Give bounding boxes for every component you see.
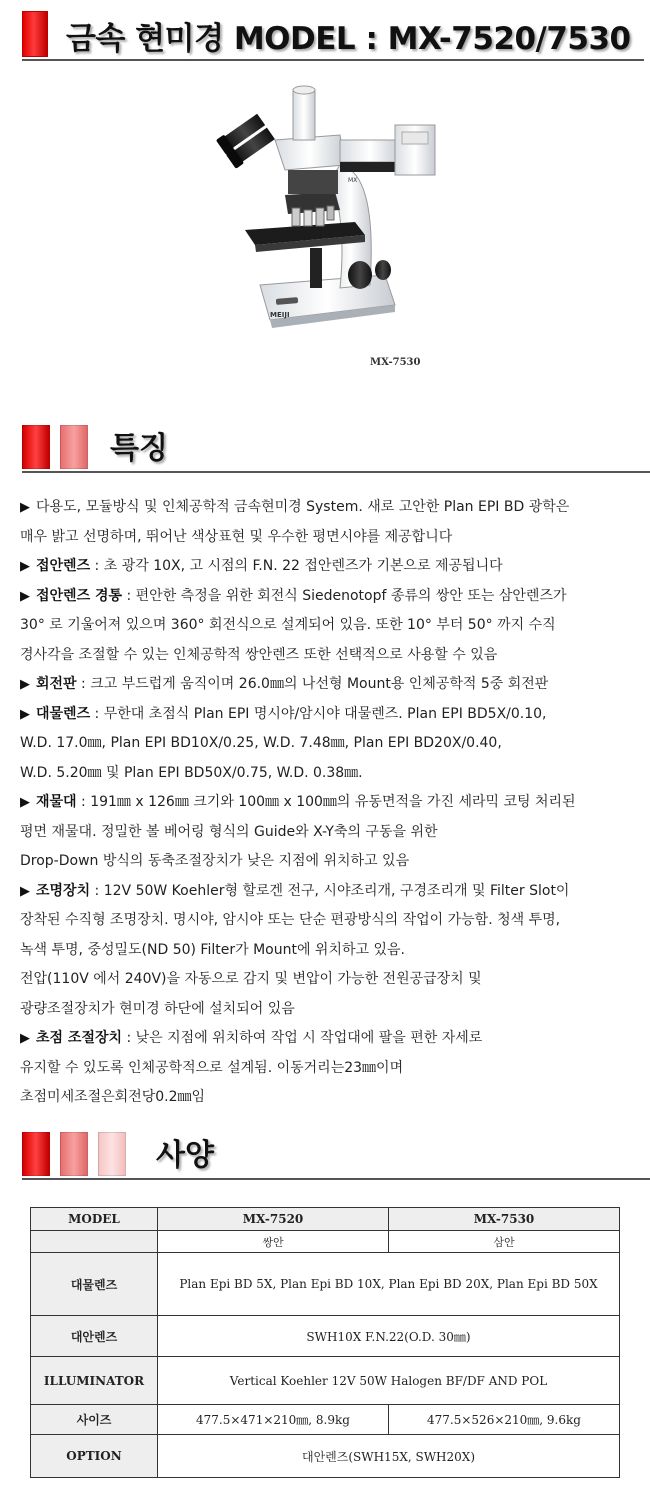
feature-label: 조명장치 xyxy=(36,882,91,899)
feature-text: 장착된 수직형 조명장치. 명시야, 암시야 또는 단순 편광방식의 작업이 가능함. 청색 투명, xyxy=(20,912,561,928)
feature-label: 회전판 xyxy=(36,676,77,692)
bullet-triangle-icon: ▶ xyxy=(20,559,30,574)
table-cell: 삼안 xyxy=(389,1231,620,1253)
bullet-triangle-icon: ▶ xyxy=(20,1031,30,1046)
feature-text: : 편안한 측정을 위한 회전식 Siedenotopf 종류의 쌍안 또는 삼안렌즈가 xyxy=(122,587,567,604)
bullet-triangle-icon: ▶ xyxy=(20,883,30,899)
feature-label: 초점 조절장치 xyxy=(36,1030,123,1046)
feature-item xyxy=(20,670,645,700)
feature-text: 초점미세조절은회전당0.2㎜임 xyxy=(20,1089,206,1105)
feature-label: 접안렌즈 xyxy=(36,558,91,574)
header-cell-mx7520: MX-7520 xyxy=(158,1208,389,1231)
feature-item xyxy=(20,552,645,582)
spec-table xyxy=(30,1207,620,1478)
feature-text: Drop-Down 방식의 동축조절장치가 낮은 지점에 위치하고 있음 xyxy=(20,853,410,869)
header-cell-model: MODEL xyxy=(31,1208,158,1231)
row-label: 대안렌즈 xyxy=(31,1316,158,1357)
feature-text: 매우 밝고 선명하며, 뛰어난 색상표현 및 우수한 평면시야를 제공합니다 xyxy=(20,528,453,545)
bullet-triangle-icon: ▶ xyxy=(20,795,30,810)
feature-item xyxy=(20,788,645,877)
table-header-row xyxy=(31,1208,620,1231)
table-cell: Plan Epi BD 5X, Plan Epi BD 10X, Plan Epi BD 20X, Plan Epi BD 50X xyxy=(158,1253,620,1316)
image-caption: MX-7530 xyxy=(370,357,421,368)
page-header xyxy=(22,9,644,61)
bullet-triangle-icon: ▶ xyxy=(20,677,30,692)
feature-text: 유지할 수 있도록 인체공학적으로 설계됨. 이동거리는23㎜이며 xyxy=(20,1059,404,1076)
feature-label: 대물렌즈 xyxy=(36,705,91,722)
feature-text: W.D. 17.0㎜, Plan EPI BD10X/0.25, W.D. 7.48㎜, Plan EPI BD20X/0.40, xyxy=(20,735,502,751)
feature-item xyxy=(20,493,645,552)
brand-logo: MEIJI xyxy=(270,311,290,319)
table-row xyxy=(31,1316,620,1357)
feature-text: : 191㎜ x 126㎜ 크기와 100㎜ x 100㎜의 유동면적을 가진 세라믹 코팅 처리된 xyxy=(76,794,576,810)
feature-item xyxy=(20,877,645,1025)
table-cell xyxy=(31,1231,158,1253)
feature-text: 광량조절장치가 현미경 하단에 설치되어 있음 xyxy=(20,1000,295,1017)
feature-text: : 크고 부드럽게 움직이며 26.0㎜의 나선형 Mount용 인체공학적 5중 회전판 xyxy=(76,676,549,692)
features-title: 특징 xyxy=(110,431,168,466)
feature-text: 다용도, 모듈방식 및 인체공학적 금속현미경 System. 새로 고안한 Plan EPI BD 광학은 xyxy=(36,499,570,515)
table-cell: SWH10X F.N.22(O.D. 30㎜) xyxy=(158,1316,620,1357)
features-section-header xyxy=(22,423,650,473)
table-cell: 477.5×526×210㎜, 9.6kg xyxy=(389,1405,620,1435)
table-row xyxy=(31,1253,620,1316)
row-label: 사이즈 xyxy=(31,1405,158,1435)
feature-item xyxy=(20,582,645,671)
table-row xyxy=(31,1405,620,1435)
microscope-image xyxy=(190,70,440,340)
section-accent-block xyxy=(98,1132,126,1176)
header-cell-mx7530: MX-7530 xyxy=(389,1208,620,1231)
bullet-triangle-icon: ▶ xyxy=(20,500,30,515)
feature-item xyxy=(20,700,645,789)
section-accent-block xyxy=(22,1132,50,1176)
row-label: OPTION xyxy=(31,1435,158,1478)
row-label: ILLUMINATOR xyxy=(31,1357,158,1405)
bullet-triangle-icon: ▶ xyxy=(20,588,30,604)
bullet-triangle-icon: ▶ xyxy=(20,706,30,722)
feature-item xyxy=(20,1024,645,1113)
feature-text: : 12V 50W Koehler형 할로겐 전구, 시야조리개, 구경조리개 및 Filter Slot이 xyxy=(90,882,570,899)
feature-text: : 초 광각 10X, 고 시점의 F.N. 22 접안렌즈가 기본으로 제공됩니다 xyxy=(90,558,503,574)
feature-text: 녹색 투명, 중성밀도(ND 50) Filter가 Mount에 위치하고 있음. xyxy=(20,941,405,958)
feature-text: 30° 로 기울어져 있으며 360° 회전식으로 설계되어 있음. 또한 10° 부터 50° 까지 수직 xyxy=(20,617,556,633)
feature-text: 전압(110V 에서 240V)을 자동으로 감지 및 변압이 가능한 전원공급장치 및 xyxy=(20,971,482,987)
page-title: 금속 현미경 MODEL : MX-7520/7530 xyxy=(66,21,631,57)
feature-text: 경사각을 조절할 수 있는 인체공학적 쌍안렌즈 또한 선택적으로 사용할 수 있음 xyxy=(20,646,498,663)
feature-text: : 낮은 지점에 위치하여 작업 시 작업대에 팔을 편한 자세로 xyxy=(122,1030,483,1046)
feature-text: 평면 재물대. 정밀한 볼 베어링 형식의 Guide와 X-Y축의 구동을 위한 xyxy=(20,823,438,840)
section-accent-block xyxy=(22,425,50,469)
table-row xyxy=(31,1435,620,1478)
table-row xyxy=(31,1357,620,1405)
table-cell: 대안렌즈(SWH15X, SWH20X) xyxy=(158,1435,620,1478)
row-label: 대물렌즈 xyxy=(31,1253,158,1316)
header-accent-block xyxy=(22,11,48,57)
arm-label: MX xyxy=(348,177,358,184)
spec-section-header xyxy=(22,1130,650,1180)
feature-text: : 무한대 초점식 Plan EPI 명시야/암시야 대물렌즈. Plan EPI BD5X/0.10, xyxy=(90,705,547,722)
section-accent-block xyxy=(60,1132,88,1176)
feature-label: 재물대 xyxy=(36,794,77,810)
table-cell: 쌍안 xyxy=(158,1231,389,1253)
section-accent-block xyxy=(60,425,88,469)
features-list xyxy=(20,493,645,1113)
feature-label: 접안렌즈 경통 xyxy=(36,587,123,604)
feature-text: W.D. 5.20㎜ 및 Plan EPI BD50X/0.75, W.D. 0.38㎜. xyxy=(20,764,363,781)
spec-title: 사양 xyxy=(156,1138,214,1173)
table-cell: 477.5×471×210㎜, 8.9kg xyxy=(158,1405,389,1435)
table-cell: Vertical Koehler 12V 50W Halogen BF/DF AND POL xyxy=(158,1357,620,1405)
table-row xyxy=(31,1231,620,1253)
